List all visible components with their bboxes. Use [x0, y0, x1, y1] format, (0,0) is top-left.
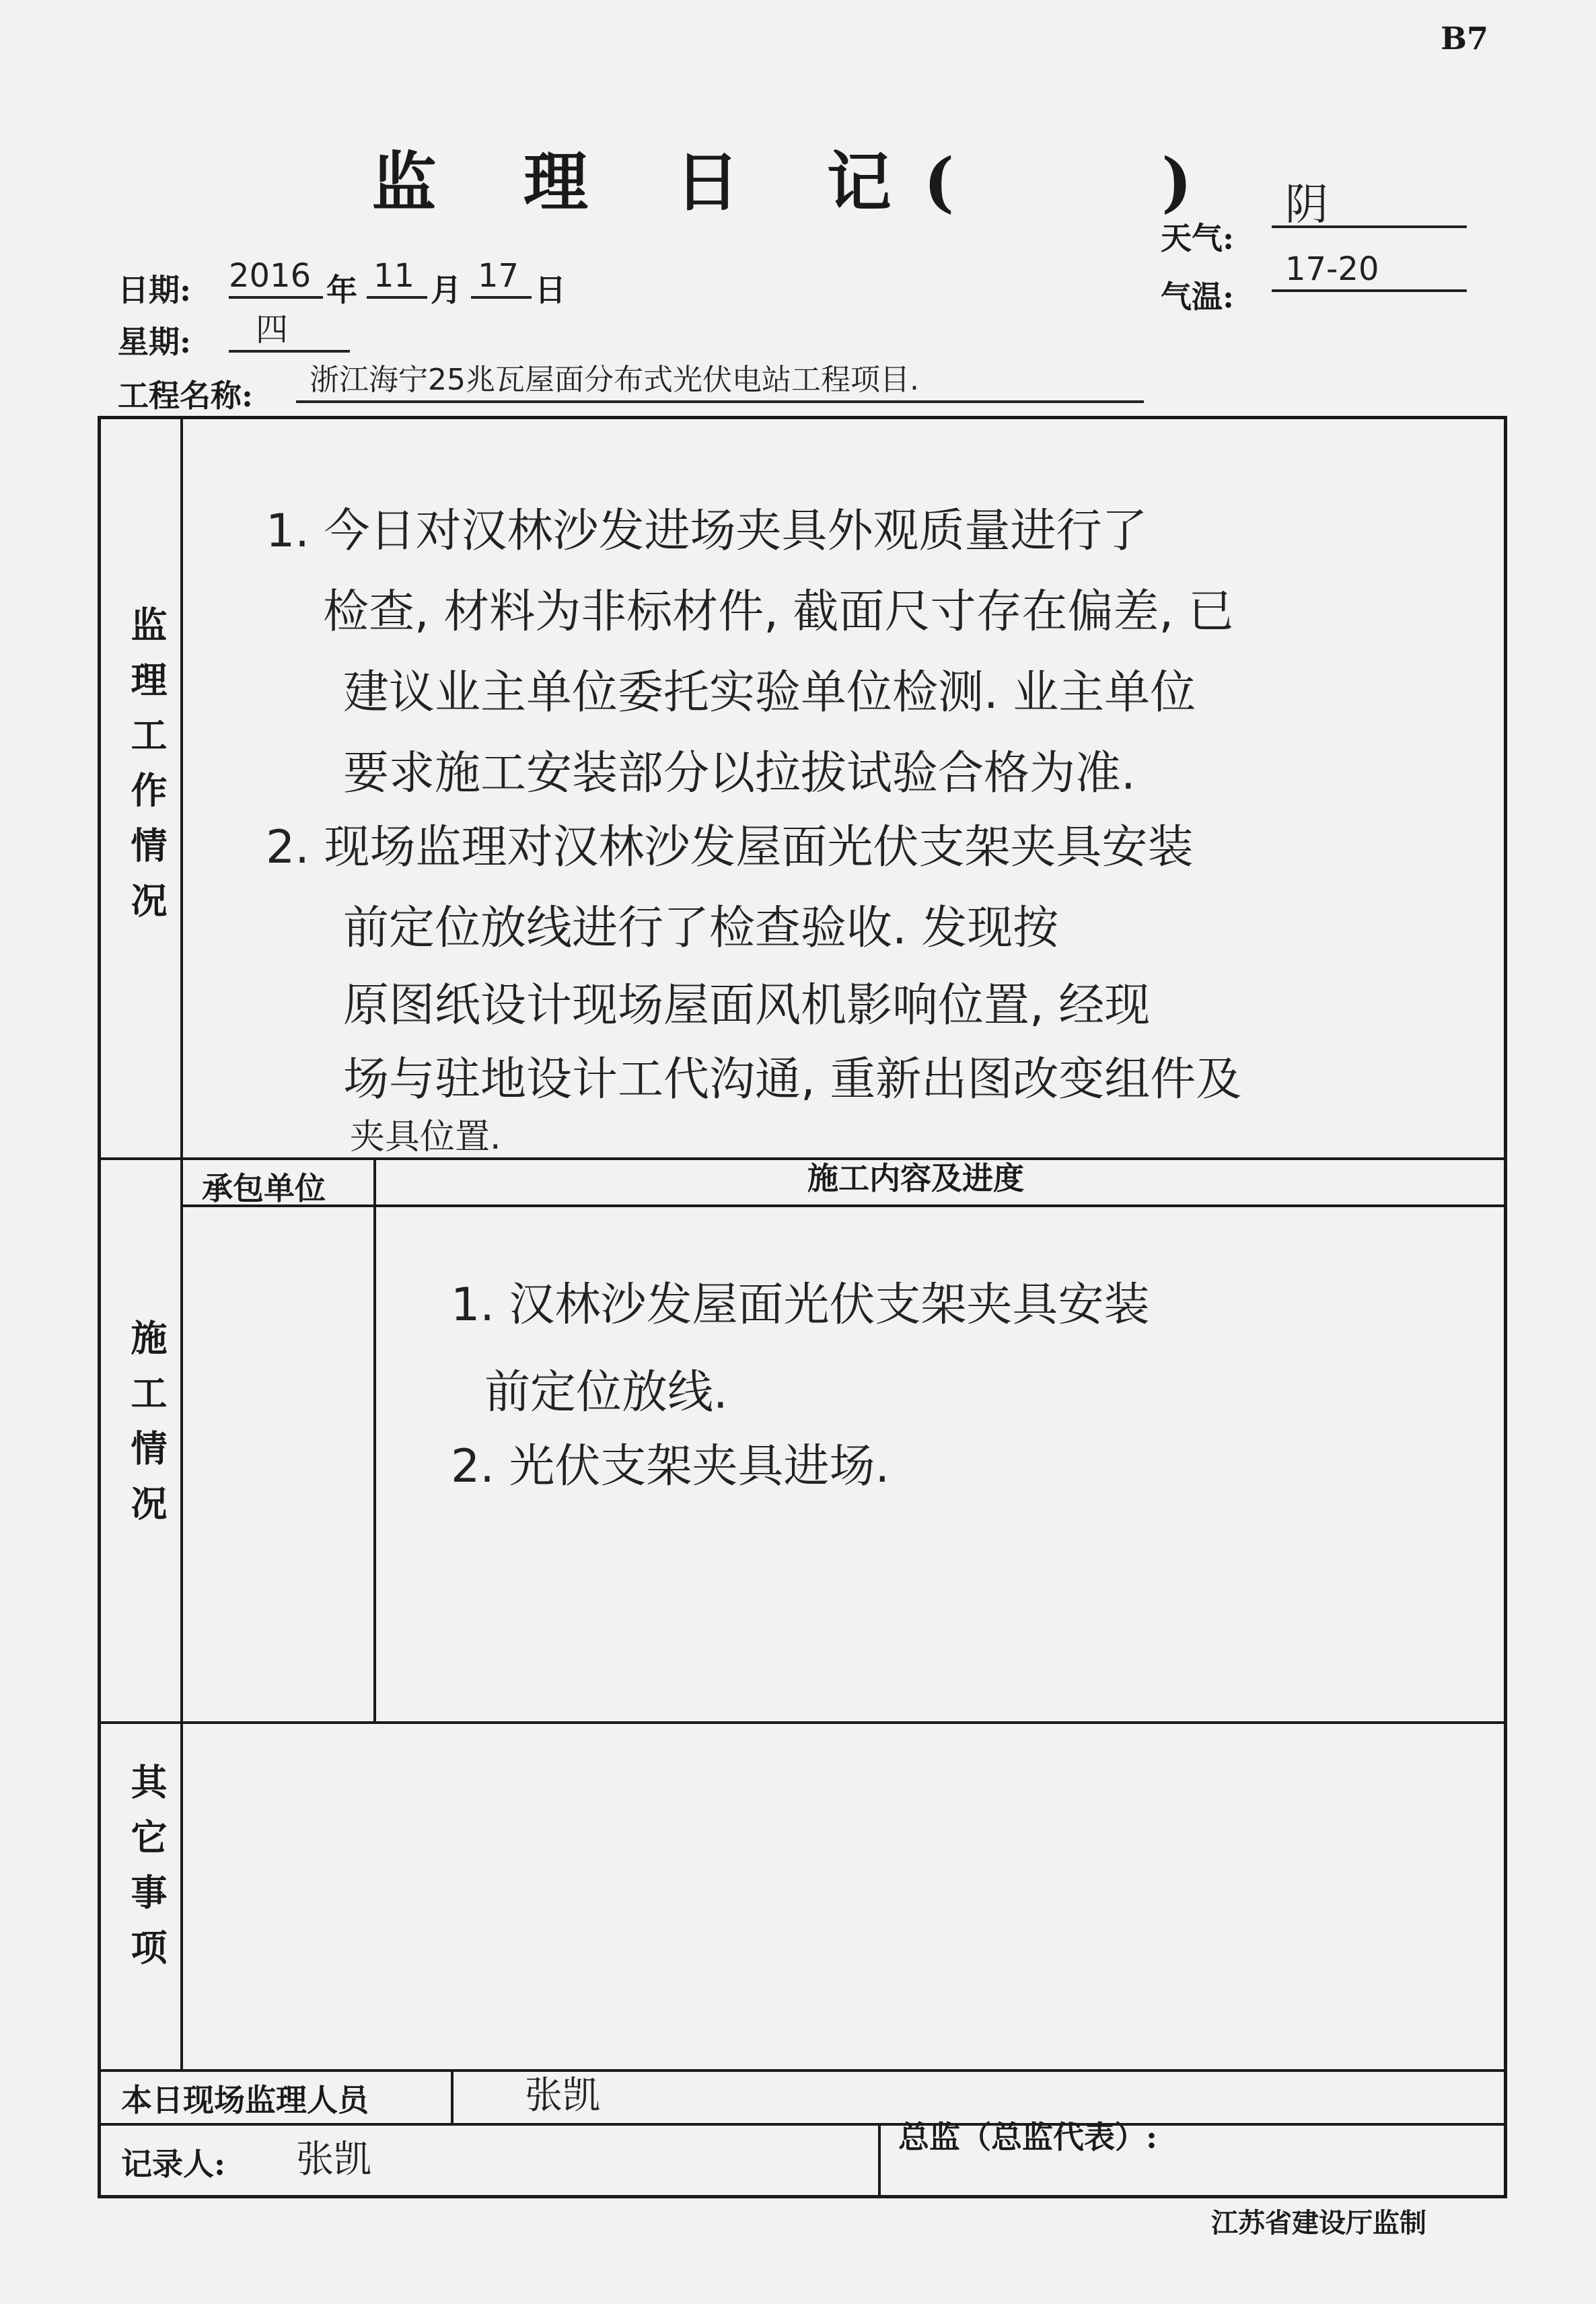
- project-label: 工程名称:: [118, 377, 253, 414]
- temperature-field: [1272, 249, 1467, 292]
- weather-value: 阴: [1285, 180, 1328, 230]
- project-field: [296, 360, 1144, 403]
- staff-label: 本日现场监理人员: [121, 2082, 369, 2118]
- date-day-field: [471, 256, 532, 299]
- supervision-line-3: 建议业主单位委托实验单位检测. 业主单位: [343, 666, 1196, 719]
- footer-issuer: 江苏省建设厅监制: [1211, 2207, 1426, 2239]
- supervision-line-4: 要求施工安装部分以拉拔试验合格为准.: [343, 747, 1136, 800]
- chief-label: 总监（总监代表）:: [898, 2119, 1157, 2155]
- construction-line-1: 1. 汉林沙发屋面光伏支架夹具安装: [451, 1279, 1150, 1332]
- form-code: B7: [1441, 20, 1488, 57]
- supervision-line-1: 1. 今日对汉林沙发进场夹具外观质量进行了: [266, 505, 1148, 558]
- contractor-header: 承包单位: [202, 1170, 326, 1207]
- supervision-line-8: 场与驻地设计工代沟通, 重新出图改变组件及: [343, 1053, 1242, 1106]
- progress-header: 施工内容及进度: [807, 1160, 1024, 1196]
- supervision-line-6: 前定位放线进行了检查验收. 发现按: [343, 902, 1059, 955]
- contractor-column-divider: [373, 1157, 376, 1721]
- table-right-border: [1504, 416, 1507, 2198]
- row-divider-4: [98, 2123, 1507, 2126]
- date-year-field: [229, 256, 323, 299]
- construction-line-2: 前定位放线.: [484, 1366, 728, 1419]
- weather-label: 天气:: [1161, 220, 1234, 256]
- row-divider-1: [98, 1157, 1507, 1160]
- page-title: 监 理 日 记( ): [371, 144, 1225, 220]
- project-value: 浙江海宁25兆瓦屋面分布式光伏电站工程项目.: [310, 363, 919, 397]
- day-unit: 日: [535, 272, 566, 308]
- supervision-line-5: 2. 现场监理对汉林沙发屋面光伏支架夹具安装: [266, 821, 1194, 874]
- supervision-label: 监理工作情况: [125, 606, 168, 937]
- row-divider-3: [98, 2069, 1507, 2072]
- staff-signature: 张凯: [525, 2074, 600, 2118]
- construction-label: 施工情况: [125, 1319, 168, 1540]
- weekday-label: 星期:: [118, 324, 191, 360]
- date-year: 2016: [229, 257, 312, 295]
- weekday-value: 四: [256, 311, 289, 349]
- signature-divider: [878, 2123, 881, 2197]
- date-month: 11: [373, 257, 415, 295]
- weather-field: [1272, 180, 1467, 230]
- temperature-label: 气温:: [1161, 279, 1234, 315]
- supervision-line-9: 夹具位置.: [350, 1117, 501, 1157]
- year-unit: 年: [326, 272, 357, 308]
- staff-divider: [451, 2069, 454, 2123]
- weekday-field: [229, 310, 350, 353]
- table-bottom-border: [98, 2195, 1507, 2198]
- temperature-value: 17-20: [1285, 250, 1379, 288]
- recorder-label: 记录人:: [121, 2146, 225, 2182]
- date-month-field: [367, 256, 427, 299]
- table-top-border: [98, 416, 1507, 419]
- label-column-divider: [180, 416, 183, 2071]
- other-label: 其它事项: [125, 1763, 168, 1984]
- month-unit: 月: [431, 272, 462, 308]
- date-label: 日期:: [118, 272, 191, 308]
- construction-header-divider: [180, 1204, 1507, 1207]
- recorder-signature: 张凯: [296, 2138, 371, 2182]
- table-left-border: [98, 416, 101, 2198]
- row-divider-2: [98, 1721, 1507, 1724]
- supervision-line-7: 原图纸设计现场屋面风机影响位置, 经现: [343, 979, 1151, 1032]
- supervision-line-2: 检查, 材料为非标材件, 截面尺寸存在偏差, 已: [323, 585, 1234, 639]
- construction-line-3: 2. 光伏支架夹具进场.: [451, 1440, 890, 1493]
- date-day: 17: [478, 257, 519, 295]
